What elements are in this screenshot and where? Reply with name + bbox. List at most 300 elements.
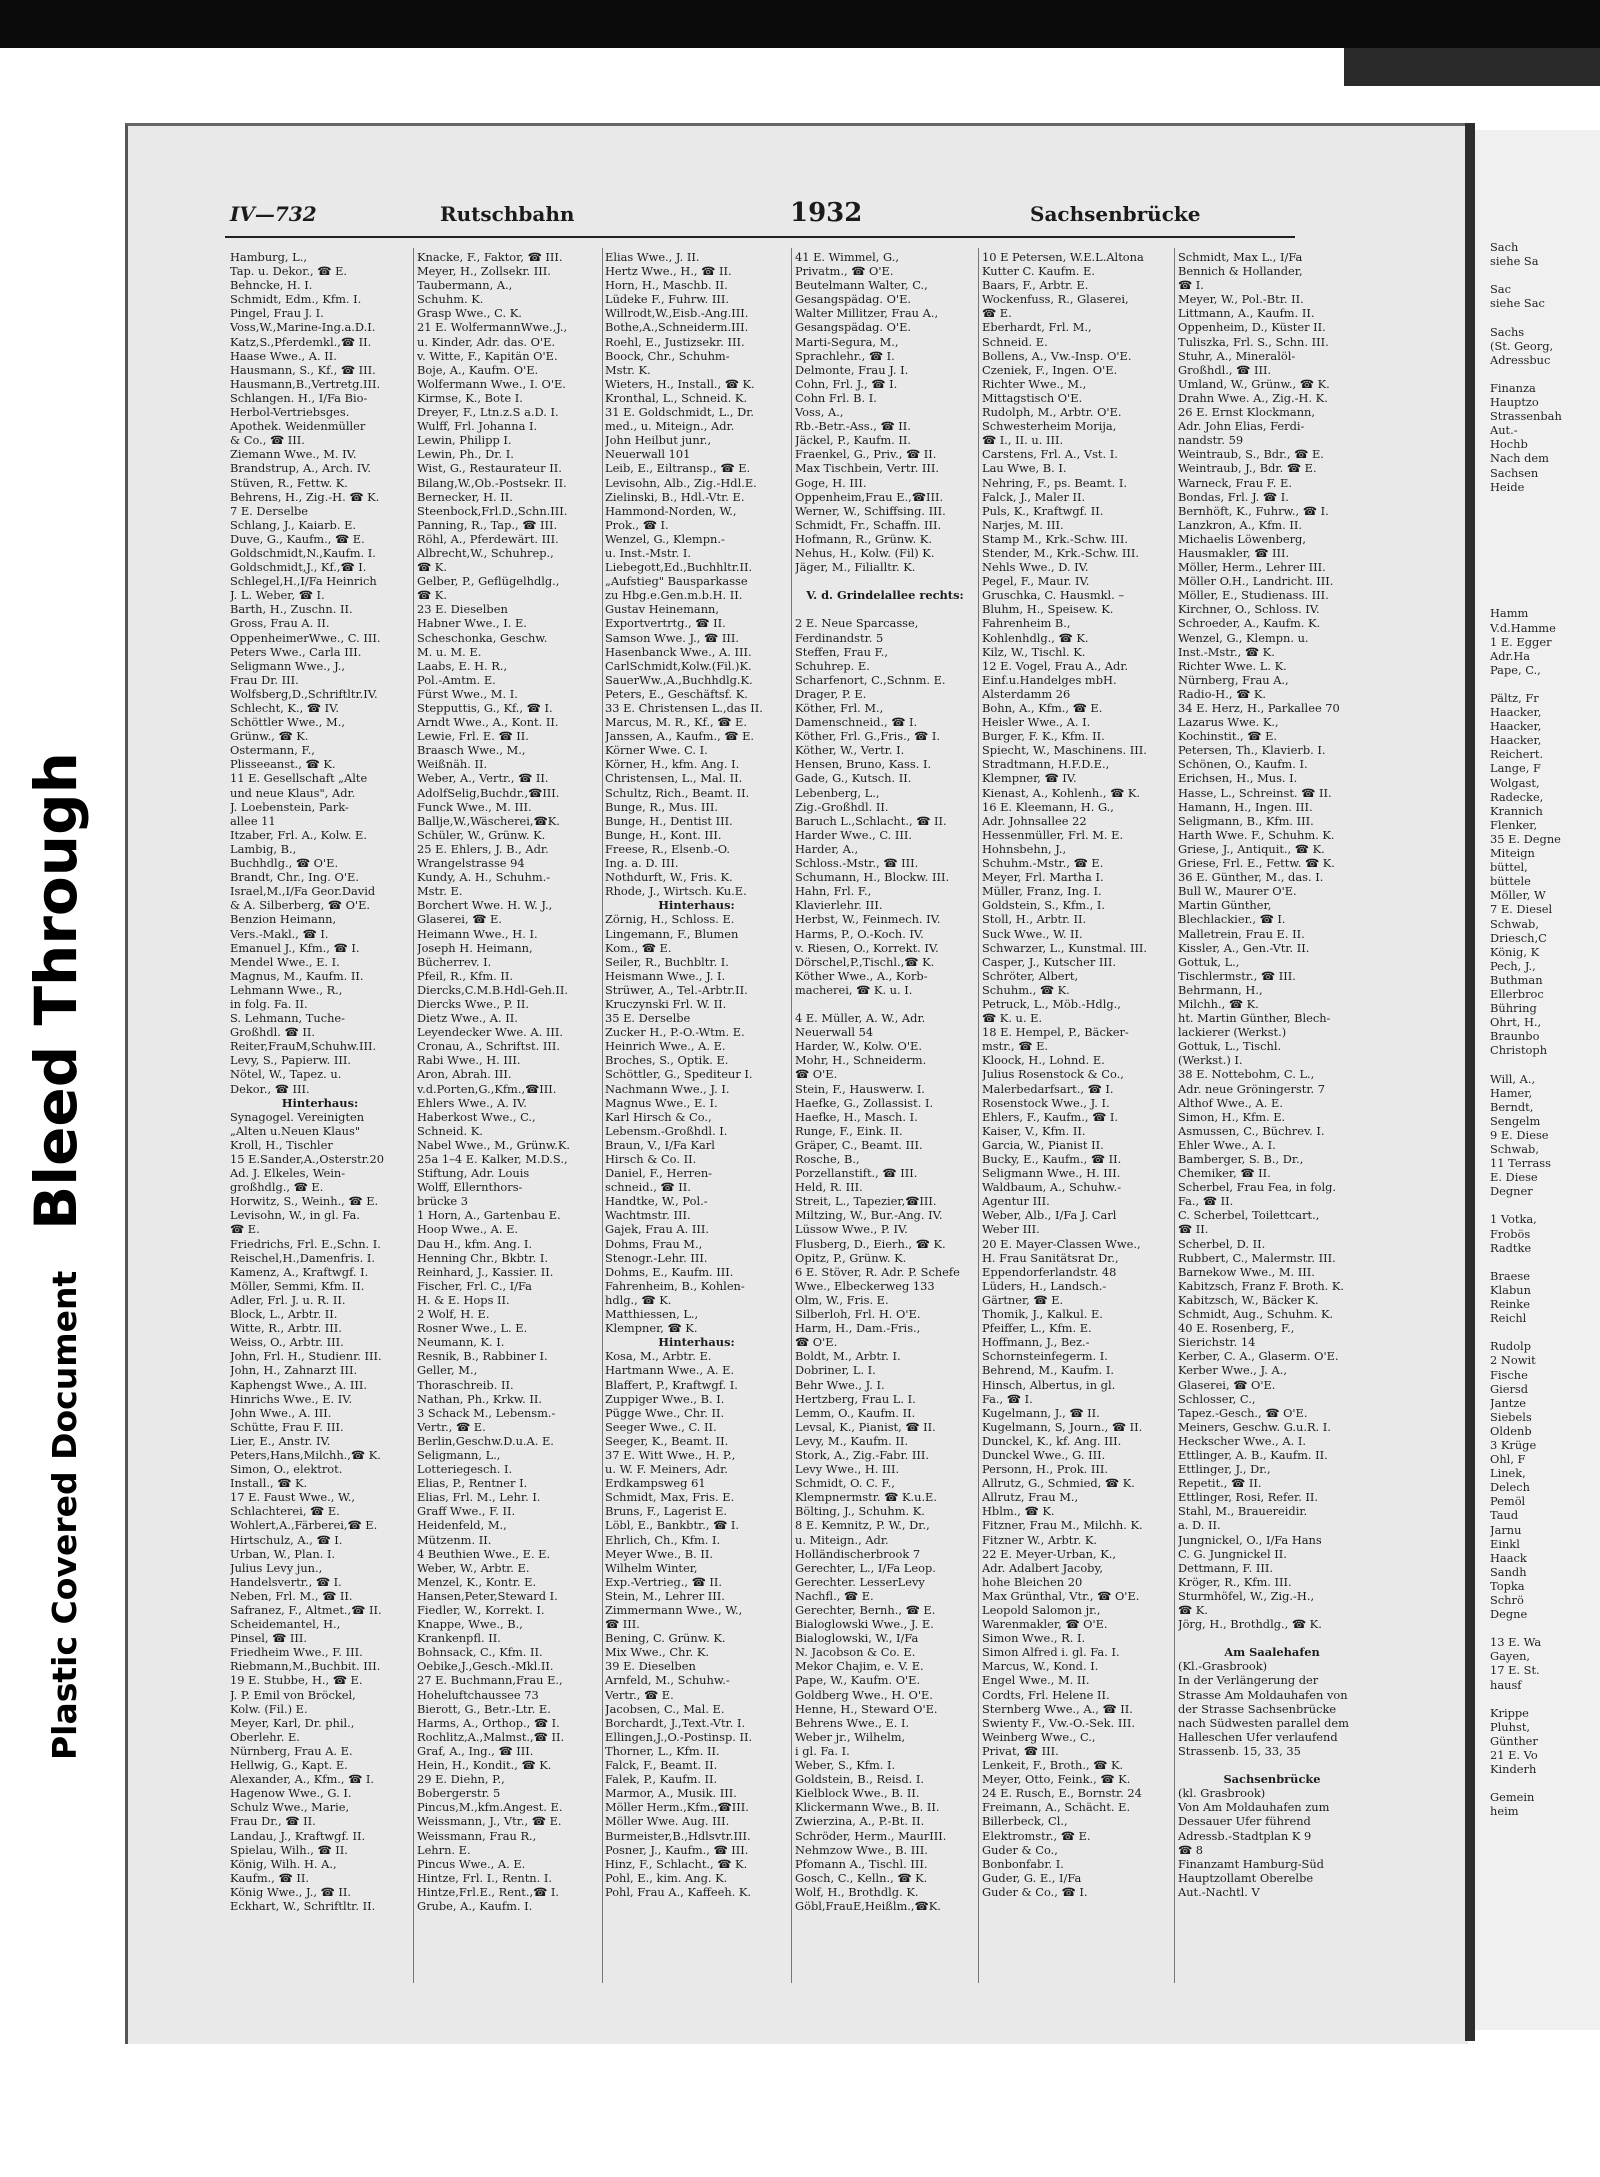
directory-entry: Menzel, K., Kontr. E. [417,1574,537,1589]
directory-entry: Asmussen, C., Büchrev. I. [1178,1123,1325,1138]
directory-entry: Adr. Johnsallee 22 [982,813,1087,828]
directory-entry: Weber, S., Kfm. I. [795,1758,896,1773]
directory-entry: Bothe,A.,Schneiderm.III. [605,320,749,335]
directory-entry: Jäckel, P., Kaufm. II. [795,433,911,448]
directory-entry: Damenschneid., ☎ I. [795,715,918,730]
adjacent-page-fragment [1490,578,1600,592]
directory-entry: Wieters, H., Install., ☎ K. [605,376,755,391]
directory-entry: John, Frl. H., Studienr. III. [230,1349,382,1364]
directory-entry: Adr. neue Gröningerstr. 7 [1178,1081,1326,1096]
directory-entry: Mekor Chajim, e. V. E. [795,1659,924,1674]
directory-entry: Erdkampsweg 61 [605,1476,706,1491]
directory-entry: Goldschmidt,J., Kf.,☎ I. [230,560,367,575]
directory-entry: Neuerwall 101 [605,447,691,462]
directory-entry: Nehmzow Wwe., B. III. [795,1842,928,1857]
directory-entry: Voss, A., [795,405,844,420]
adjacent-page-fragment: Siebels [1490,1409,1532,1424]
directory-entry: Falck, J., Maler II. [982,489,1086,504]
directory-entry: Reischel,H.,Damenfris. I. [230,1250,376,1265]
directory-entry: Möller, E., Studienass. III. [1178,588,1329,603]
directory-entry: Großhdl. ☎ II. [230,1025,315,1040]
directory-entry: Griese, Frl. E., Fettw. ☎ K. [1178,856,1335,871]
directory-entry: Finanzamt Hamburg-Süd [1178,1856,1324,1871]
directory-entry: Fa., ☎ I. [982,1391,1033,1406]
directory-entry: Habner Wwe., I. E. [417,616,527,631]
directory-entry: Grünw., ☎ K. [230,729,309,744]
directory-entry: Lingemann, F., Blumen [605,926,739,941]
directory-entry: Seiler, R., Buchbltr. I. [605,954,729,969]
directory-entry: Schlang, J., Kaiarb. E. [230,517,357,532]
directory-entry: Hamann, H., Ingen. III. [1178,799,1313,814]
directory-entry: Heckscher Wwe., A. I. [1178,1433,1306,1448]
directory-entry: Rosenstock Wwe., J. I. [982,1095,1110,1110]
directory-entry: Barnekow Wwe., M. III. [1178,1264,1315,1279]
directory-entry: Meyer, Otto, Feink., ☎ K. [982,1772,1131,1787]
directory-entry: Boje, A., Kaufm. O'E. [417,362,539,377]
directory-entry: Simon, H., Kfm. E. [1178,1109,1286,1124]
directory-entry: Schneid. K. [417,1123,483,1138]
directory-entry: Lemm, O., Kaufm. II. [795,1405,916,1420]
directory-entry: Schlachterei, ☎ E. [230,1504,340,1519]
directory-entry: Stender, M., Krk.-Schw. III. [982,545,1140,560]
directory-entry: Jacobsen, C., Mal. E. [605,1701,725,1716]
directory-entry: Ing. a. D. III. [605,856,679,871]
directory-entry: Schmidt, Fr., Schaffn. III. [795,517,942,532]
directory-entry: Dunckel Wwe., G. III. [982,1447,1106,1462]
directory-entry: Leopold Salomon jr., [982,1603,1101,1617]
directory-entry: 21 E. WolfermannWwe.,J., [417,320,568,335]
adjacent-page-fragment: Schrö [1490,1593,1524,1607]
directory-entry: Scheidemantel, H., [230,1617,341,1632]
directory-entry: & A. Silberberg, ☎ O'E. [230,898,371,913]
directory-entry: Kaphengst Wwe., A. III. [230,1377,367,1392]
directory-entry: 23 E. Dieselben [417,602,508,617]
directory-entry: Hartmann Wwe., A. E. [605,1363,735,1378]
adjacent-page-fragment: Lange, F [1490,761,1541,776]
street-heading-right: Sachsenbrücke [1030,202,1201,226]
adjacent-page-fragment: 35 E. Degne [1490,831,1561,846]
directory-entry: Behrend, M., Kaufm. I. [982,1363,1115,1378]
directory-entry: Gottuk, L., [1178,954,1240,969]
directory-entry: Herbst, W., Feinmech. IV. [795,912,941,927]
directory-entry: Simon, O., elektrot. [230,1462,343,1477]
directory-entry: Schlecht, K., ☎ IV. [230,701,339,715]
directory-entry: Klempner, ☎ K. [605,1321,698,1336]
adjacent-page-fragment [1490,550,1600,564]
directory-entry: Frau Dr., ☎ II. [230,1814,316,1829]
adjacent-page-fragment: siehe Sac [1490,296,1545,311]
directory-entry: Fitzner W., Arbtr. K. [982,1532,1097,1547]
street-heading-left: Rutschbahn [440,202,575,226]
directory-entry: Bruns, F., Lagerist E. [605,1504,728,1519]
directory-entry: Urban, W., Plan. I. [230,1546,336,1561]
directory-entry: Fahrenheim B., [982,616,1071,631]
directory-entry: Nehring, F., ps. Beamt. I. [982,475,1128,490]
directory-entry: Richter Wwe., M., [982,376,1087,391]
directory-entry: Oberlehr. E. [230,1729,300,1744]
directory-entry: nach Südwesten parallel dem [1178,1715,1349,1730]
adjacent-page-fragment: Gemein [1490,1790,1535,1805]
directory-entry: i gl. Fa. I. [795,1743,850,1758]
section-heading: Hinterhaus: [658,898,735,913]
directory-column-3 [605,250,788,1980]
directory-entry: Guder, G. E., I/Fa [982,1870,1082,1885]
directory-entry: Rosche, B., [795,1152,860,1166]
directory-entry: Personn, H., Prok. III. [982,1462,1108,1477]
directory-entry: Möller O.H., Landricht. III. [1178,574,1334,589]
directory-entry: Nürnberg, Frau A., [1178,672,1289,687]
directory-entry: Hagenow Wwe., G. I. [230,1786,352,1801]
adjacent-page-fragment: Nach dem [1490,451,1549,466]
directory-entry: 39 E. Dieselben [605,1659,696,1674]
directory-entry: Reinhard, J., Kassier. II. [417,1264,554,1279]
column-divider [1174,248,1175,1983]
directory-entry: Hohnsbehn, J., [982,841,1067,856]
directory-entry: ☎ III. [605,1617,640,1632]
directory-entry: ☎ E. [982,306,1012,321]
adjacent-page-fragment: (St. Georg, [1490,338,1554,353]
directory-entry: Lotteriegesch. I. [417,1462,513,1477]
edition-year: 1932 [790,198,863,228]
directory-entry: Runge, F., Eink. II. [795,1123,903,1138]
directory-entry: Gräper, C., Beamt. III. [795,1137,923,1152]
directory-entry: Bohn, A., Kfm., ☎ E. [982,701,1103,715]
directory-entry: Bennich & Hollander, [1178,264,1303,279]
directory-entry: Levisohn, W., in gl. Fa. [230,1208,360,1223]
adjacent-page-fragment: Oldenb [1490,1423,1532,1438]
directory-entry: Lüders, H., Landsch.- [982,1278,1107,1293]
section-heading: Hinterhaus: [281,1095,359,1110]
directory-entry: Köther, Frl. G.,Fris., ☎ I. [795,729,940,744]
directory-entry [1178,1758,1366,1772]
directory-entry: Suck Wwe., W. II. [982,926,1083,941]
directory-entry: Marmor, A., Musik. III. [605,1786,737,1801]
directory-entry: Zielinski, B., Hdl.-Vtr. E. [605,489,745,504]
directory-entry: Petruck, L., Möb.-Hdlg., [982,996,1121,1011]
adjacent-page-fragment [1490,1325,1600,1339]
directory-entry: Dekor., ☎ III. [230,1081,310,1096]
adjacent-page-fragment: büttele [1490,874,1531,889]
directory-entry: J. Loebenstein, Park- [230,799,349,814]
directory-entry: 10 E Petersen, W.E.L.Altona [982,250,1144,264]
directory-entry: Bluhm, H., Speisew. K. [982,602,1114,617]
directory-entry: Bening, C. Grünw. K. [605,1631,726,1646]
directory-entry: Lüdeke F., Fuhrw. III. [605,292,729,307]
directory-entry: Swienty F., Vw.-O.-Sek. III. [982,1715,1135,1730]
directory-entry: 7 E. Derselbe [230,503,309,518]
directory-entry: Mstr. E. [417,884,463,899]
section-heading: V. d. Grindelallee rechts: [806,588,964,603]
directory-entry: Gottuk, L., Tischl. [1178,1039,1282,1054]
directory-entry: Rudolph, M., Arbtr. O'E. [982,405,1122,420]
directory-entry: 26 E. Ernst Klockmann, [1178,405,1315,420]
adjacent-page-fragment: Haacker, [1490,705,1542,720]
directory-entry: Broches, S., Optik. E. [605,1053,729,1068]
directory-entry: Steffen, Frau F., [795,644,888,659]
directory-entry: Hblm., ☎ K. [982,1504,1055,1519]
directory-entry: Wolfsberg,D.,Schriftltr.IV. [230,686,378,701]
directory-entry: John Heilbut junr., [605,433,712,448]
directory-entry: Stiftung, Adr. Louis [417,1166,530,1181]
directory-entry: Mendel Wwe., E. I. [230,954,340,969]
directory-entry: Thomik, J., Kalkul. E. [982,1307,1103,1322]
directory-entry: Tap. u. Dekor., ☎ E. [230,264,348,279]
directory-entry: Lehrn. E. [417,1842,471,1857]
adjacent-page-fragment: Rudolp [1490,1339,1531,1354]
adjacent-page-fragment [1490,1057,1600,1071]
directory-entry: Benzion Heimann, [230,912,337,927]
directory-entry: Kolw. (Fil.) E. [230,1701,308,1716]
directory-entry: Safranez, F., Altmet.,☎ II. [230,1603,382,1617]
directory-entry: Lanzkron, A., Kfm. II. [1178,517,1302,532]
directory-entry: 4 Beuthien Wwe., E. E. [417,1546,551,1561]
directory-entry: Brandt, Chr., Ing. O'E. [230,870,359,885]
directory-entry: Ettlinger, A. B., Kaufm. II. [1178,1447,1328,1462]
adjacent-page-fragment: 17 E. St. [1490,1663,1540,1678]
adjacent-page-fragment: Sandh [1490,1564,1527,1579]
adjacent-page-fragment: E. Diese [1490,1170,1538,1185]
directory-entry: Held, R. III. [795,1180,863,1195]
directory-entry: Oppenheim,Frau E.,☎III. [795,489,944,504]
directory-entry: Katz,S.,Pferdemkl.,☎ II. [230,334,372,349]
directory-entry: Fahrenheim, B., Kohlen- [605,1278,745,1293]
directory-entry: ☎ I. [1178,278,1204,293]
directory-entry: Möller, Herm., Lehrer III. [1178,560,1326,575]
plastic-covered-label: Plastic Covered Document [45,1270,84,1760]
directory-entry [795,574,975,588]
adjacent-page-fragment: Schwab, [1490,916,1539,931]
directory-entry: Simon Wwe., R. I. [982,1631,1086,1646]
top-right-dark-edge [1344,48,1600,86]
directory-entry: und neue Klaus", Adr. [230,785,356,800]
directory-entry: Laabs, E. H. R., [417,658,508,673]
directory-entry: Silberloh, Frl. H. O'E. [795,1307,921,1322]
directory-entry: Miltzing, W., Bur.-Ang. IV. [795,1208,943,1223]
directory-entry: ☎ K. u. E. [982,1011,1043,1026]
directory-entry: Strassenb. 15, 33, 35 [1178,1743,1301,1758]
directory-entry: Hintze, Frl. I., Rentn. I. [417,1870,552,1885]
directory-entry: Fürst Wwe., M. I. [417,686,518,701]
directory-entry: Kaufm., ☎ II. [230,1870,309,1885]
directory-entry: Kabitzsch, W., Bäcker K. [1178,1292,1319,1307]
directory-entry: OppenheimerWwe., C. III. [230,630,381,645]
directory-entry: Lüssow Wwe., P. IV. [795,1222,908,1237]
directory-entry: Kirmse, K., Bote I. [417,390,523,405]
adjacent-page-fragment [1490,564,1600,578]
directory-entry: Eckhart, W., Schriftltr. II. [230,1898,376,1913]
directory-entry: Schwarzer, L., Kunstmal. III. [982,940,1148,955]
page-number: IV—732 [230,202,317,226]
directory-entry: Dohms, E., Kaufm. III. [605,1264,734,1279]
adjacent-page-fragment: 9 E. Diese [1490,1127,1549,1142]
directory-entry: Nothdurft, W., Fris. K. [605,870,733,885]
directory-entry: Köther Wwe., A., Korb- [795,968,928,983]
directory-entry: Buchhdlg., ☎ O'E. [230,856,339,871]
directory-entry: Meyer, H., Zollsekr. III. [417,264,551,279]
directory-entry: Magnus Wwe., E. I. [605,1095,718,1110]
side-annotation-strip [0,0,135,2177]
directory-entry: Levsal, K., Pianist, ☎ II. [795,1419,936,1434]
bleed-through-label: Bleed Through [22,752,90,1230]
directory-entry: ☎ K. [417,560,447,575]
adjacent-page-fragment: 11 Terrass [1490,1156,1551,1171]
directory-entry: Lazarus Wwe. K., [1178,715,1279,730]
directory-entry: Kundy, A. H., Schuhm.- [417,870,551,885]
directory-entry: Gosch, C., Kelln., ☎ K. [795,1870,928,1885]
directory-entry: Pügge Wwe., Chr. II. [605,1405,725,1420]
directory-entry: Vertr., ☎ E. [417,1419,486,1434]
directory-entry: Guder & Co., ☎ I. [982,1884,1088,1899]
adjacent-page-fragment: Schwab, [1490,1142,1539,1156]
directory-column-5 [982,250,1172,1980]
directory-entry: Haberkost Wwe., C., [417,1109,536,1124]
adjacent-page-fragment: Reichl [1490,1311,1527,1326]
directory-entry: Billerbeck, Cl., [982,1814,1068,1829]
directory-entry: Weinberg Wwe., C., [982,1729,1096,1744]
directory-entry: N. Jacobson & Co. E. [795,1645,916,1660]
directory-entry: Meyer, Karl, Dr. phil., [230,1715,355,1730]
directory-entry: 2 E. Neue Sparcasse, [795,616,919,631]
directory-entry: Schuhm., ☎ K. [982,982,1070,997]
directory-entry: Weiss, O., Arbtr. III. [230,1335,344,1350]
directory-entry: Leyendecker Wwe. A. III. [417,1025,563,1040]
directory-entry: Aut.-Nachtl. V [1178,1884,1260,1899]
directory-entry: 12 E. Vogel, Frau A., Adr. [982,658,1129,673]
directory-entry: Spiecht, W., Maschinens. III. [982,743,1147,758]
directory-entry: Boldt, M., Arbtr. I. [795,1349,901,1364]
directory-entry: 20 E. Mayer-Classen Wwe., [982,1236,1141,1251]
directory-entry: Schmidt, Max L., I/Fa [1178,250,1303,264]
adjacent-page-fragment: Fische [1490,1367,1528,1382]
directory-entry: Narjes, M. III. [982,517,1064,532]
directory-entry: S. Lehmann, Tuche- [230,1011,346,1026]
directory-entry: Schmidt, Aug., Schuhm. K. [1178,1307,1334,1322]
adjacent-page-fragment: 2 Nowit [1490,1353,1536,1368]
directory-entry: Frau Dr. III. [230,672,299,687]
directory-entry: Eppendorferlandstr. 48 [982,1264,1117,1279]
directory-entry: Umland, W., Grünw., ☎ K. [1178,376,1330,391]
directory-entry: Kielblock Wwe., B. II. [795,1786,920,1801]
directory-entry: allee 11 [230,813,276,828]
adjacent-page-fragment: Reichert. [1490,747,1544,762]
directory-entry: Mstr. K. [605,362,651,377]
adjacent-page-fragment: Taud [1490,1508,1519,1523]
directory-entry: Borchert Wwe. H. W. J., [417,898,553,913]
adjacent-page-fragment: Krippe [1490,1705,1529,1720]
directory-entry: Gerechter, Bernh., ☎ E. [795,1603,936,1617]
directory-entry: Hinrichs Wwe., E. IV. [230,1391,353,1406]
directory-entry: Drager, P. E. [795,686,867,701]
directory-entry: Liebegott,Ed.,Buchhltr.II. [605,560,753,575]
directory-entry: Schönen, O., Kaufm. I. [1178,757,1308,772]
directory-entry: Seligmann, L., [417,1447,501,1462]
directory-entry: Fitzner, Frau M., Milchh. K. [982,1518,1143,1533]
directory-entry: In der Verlängerung der [1178,1673,1319,1688]
directory-entry: Schultz, Rich., Beamt. II. [605,785,750,800]
directory-entry: Schuhm. K. [417,292,484,307]
adjacent-page-fragment [1490,1692,1600,1706]
directory-entry: Posner, J., Kaufm., ☎ III. [605,1842,749,1857]
directory-entry: Nürnberg, Frau A. E. [230,1743,353,1758]
adjacent-page-fragment: Braese [1490,1268,1530,1283]
directory-entry: Rhode, J., Wirtsch. Ku.E. [605,884,747,899]
directory-entry: Zuppiger Wwe., B. I. [605,1391,725,1406]
directory-entry: Max Grünthal, Vtr., ☎ O'E. [982,1588,1140,1603]
directory-entry: Block, L., Arbtr. II. [230,1307,338,1322]
directory-entry: Pape, W., Kaufm. O'E. [795,1673,921,1688]
directory-entry: Behncke, H. I. [230,278,313,293]
directory-entry: brücke 3 [417,1194,468,1209]
column-divider [791,248,792,1983]
directory-entry: Schlosser, C., [1178,1391,1256,1406]
directory-entry: Hirtschulz, A., ☎ I. [230,1532,343,1547]
directory-entry [795,602,975,616]
directory-entry: Pegel, F., Maur. IV. [982,574,1090,589]
adjacent-page-fragment [1490,1776,1600,1790]
directory-entry: Harder Wwe., C. III. [795,827,912,842]
directory-entry: Nehus, H., Kolw. (Fil) K. [795,545,935,560]
adjacent-page-fragment [1490,494,1600,508]
adjacent-page-fragment: büttel, [1490,860,1528,875]
adjacent-page-fragment: Jantze [1490,1395,1527,1410]
directory-entry: Schloss.-Mstr., ☎ III. [795,856,919,871]
directory-entry: Neumann, K. I. [417,1335,505,1350]
directory-entry: Arnfeld, M., Schuhw.- [605,1673,730,1688]
directory-entry: Flusberg, D., Eierh., ☎ K. [795,1236,946,1251]
directory-entry: Falck, F., Beamt. II. [605,1758,718,1773]
directory-entry: Schmidt, O. C. F., [795,1476,895,1491]
adjacent-page-fragment [1490,677,1600,691]
directory-entry: Julius Rosenstock & Co., [982,1067,1124,1082]
adjacent-page-fragment: Hochb [1490,437,1528,452]
directory-entry: u. Inst.-Mstr. I. [605,545,691,560]
directory-entry: Werner, W., Schiffsing. III. [795,503,946,518]
directory-entry: Von Am Moldauhafen zum [1178,1800,1330,1815]
directory-entry: Bonbonfabr. I. [982,1856,1064,1871]
adjacent-page-fragment: Ohl, F [1490,1452,1526,1467]
directory-entry: Plisseeanst., ☎ K. [230,757,336,772]
directory-entry: Pincus,M.,kfm.Angest. E. [417,1800,563,1815]
adjacent-page-fragment [1490,1621,1600,1635]
directory-entry: 16 E. Kleemann, H. G., [982,799,1114,814]
adjacent-page-fragment: Miteign [1490,846,1535,861]
directory-entry: Bucky, E., Kaufm., ☎ II. [982,1152,1122,1166]
directory-entry: Kienast, A., Kohlenh., ☎ K. [982,785,1141,800]
directory-entry: Pfeil, R., Kfm. II. [417,968,513,983]
directory-entry: Halleschen Ufer verlaufend [1178,1729,1338,1744]
directory-entry: „Aufstieg" Bausparkasse [605,574,748,589]
section-heading: Am Saalehafen [1224,1645,1320,1660]
directory-entry: Nachmann Wwe., J. I. [605,1081,730,1096]
directory-entry: Hasse, L., Schreinst. ☎ II. [1178,785,1332,800]
directory-entry: Kom., ☎ E. [605,940,672,955]
directory-entry: 37 E. Witt Wwe., H. P., [605,1447,736,1462]
adjacent-page-fragment: Radtke [1490,1240,1532,1255]
directory-entry: Wenzel, G., Klempn. u. [1178,630,1309,645]
adjacent-page-fragment: Finanza [1490,380,1536,395]
directory-entry: Streit, L., Tapezier,☎III. [795,1194,937,1209]
directory-entry: Lewie, Frl. E. ☎ II. [417,729,529,744]
directory-entry: Mohr, H., Schneiderm. [795,1053,927,1068]
directory-entry: Blaffert, P., Kraftwgf. I. [605,1377,738,1392]
directory-entry: Bialoglowski Wwe., J. E. [795,1617,934,1632]
directory-entry: Löbl, E., Bankbtr., ☎ I. [605,1518,740,1533]
adjacent-page-fragment [1490,1198,1600,1212]
directory-entry: u. W. F. Meiners, Adr. [605,1462,728,1477]
directory-entry: Wrangelstrasse 94 [417,856,525,871]
directory-entry: Schmidt, Edm., Kfm. I. [230,292,362,307]
directory-entry: Hertzberg, Frau L. I. [795,1391,916,1406]
